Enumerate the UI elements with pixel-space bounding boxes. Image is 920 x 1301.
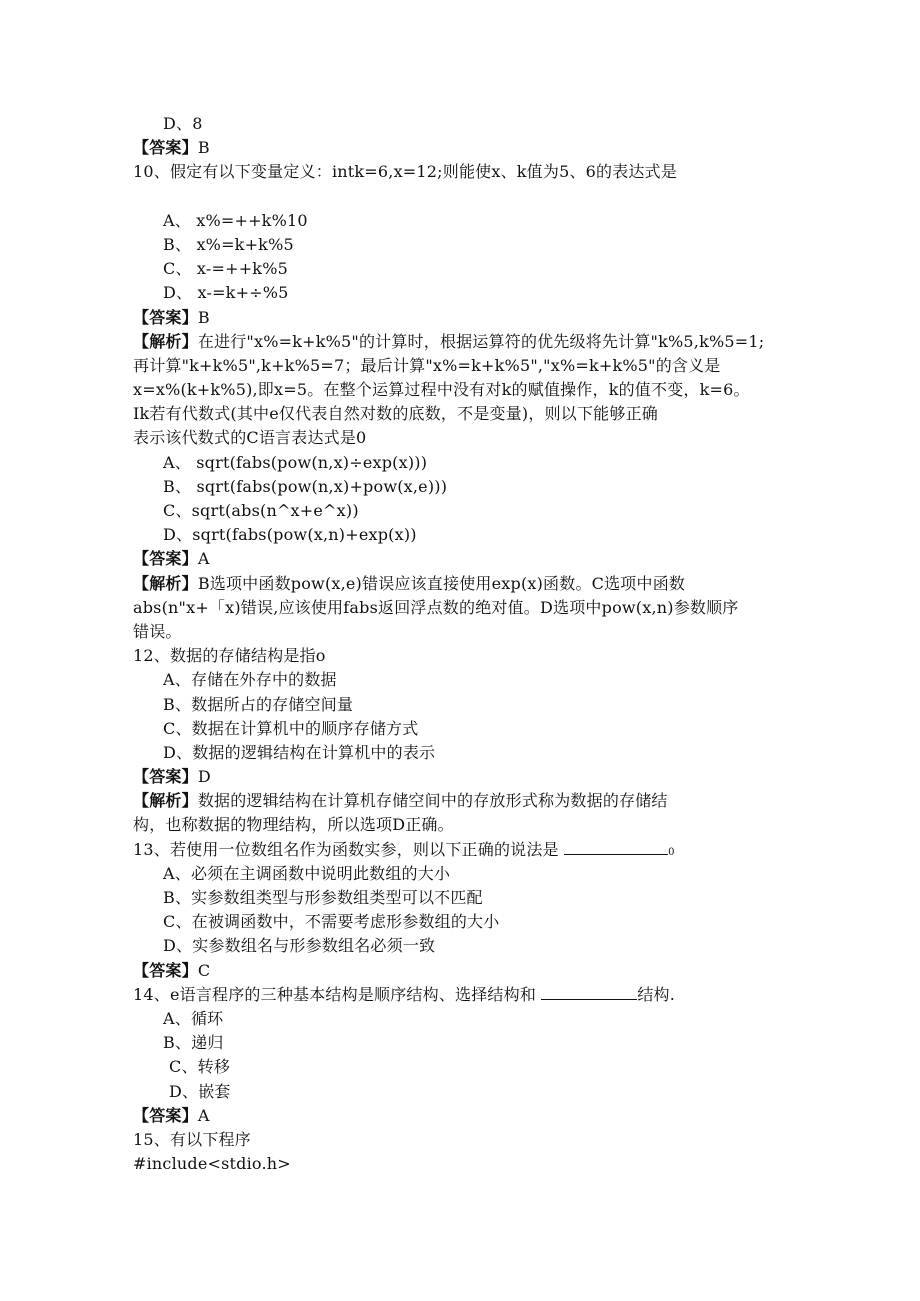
question-10: 10、假定有以下变量定义：intk=6,x=12;则能使x、k值为5、6的表达式是 xyxy=(133,162,678,182)
question-text: 13、若使用一位数组名作为函数实参，则以下正确的说法是 xyxy=(133,839,559,859)
answer-label: 【答案】 xyxy=(133,307,198,327)
answer-line xyxy=(133,136,793,160)
analysis-text: B选项中函数pow(x,e)错误应该直接使用exp(x)函数。C选项中函数 xyxy=(197,573,686,593)
question-12: 12、数据的存储结构是指o xyxy=(133,646,326,666)
answer-line xyxy=(133,1104,793,1128)
option-line: A、 x%=++k%10 xyxy=(163,210,308,230)
answer-line xyxy=(133,547,793,571)
option-line: D、嵌套 xyxy=(169,1081,231,1101)
answer-label: 【答案】 xyxy=(133,1105,198,1125)
option-line: B、 sqrt(fabs(pow(n,x)+pow(x,e))) xyxy=(163,476,448,496)
option-line: D、sqrt(fabs(pow(x,n)+exp(x)) xyxy=(163,525,417,545)
answer-line xyxy=(133,765,793,789)
answer-label: 【答案】 xyxy=(133,138,198,158)
option-line: C、 x-=++k%5 xyxy=(163,259,288,279)
answer-label: 【答案】 xyxy=(133,767,198,787)
answer-value: C xyxy=(197,960,211,980)
analysis-label: 【解析】 xyxy=(133,573,198,593)
answer-value: A xyxy=(197,549,210,569)
option-line: B、数据所占的存储空间量 xyxy=(163,694,354,714)
spacer xyxy=(133,185,793,209)
option-line: C、转移 xyxy=(169,1057,231,1077)
analysis-line: 构，也称数据的物理结构，所以选项D正确。 xyxy=(133,815,454,835)
analysis-text: 在进行"x%=k+k%5"的计算时，根据运算符的优先级将先计算"k%5,k%5=1; xyxy=(197,331,765,351)
option-line: D、 x-=k+÷%5 xyxy=(163,283,289,303)
answer-value: B xyxy=(197,307,210,327)
document-body xyxy=(133,112,793,1176)
analysis-line: abs(n"x+「x)错误,应该使用fabs返回浮点数的绝对值。D选项中pow(x,n)参数顺序 xyxy=(133,597,739,617)
option-line: B、实参数组类型与形参数组类型可以不匹配 xyxy=(163,888,483,907)
option-line: D、8 xyxy=(163,114,203,133)
option-line: A、存储在外存中的数据 xyxy=(163,670,337,690)
option-line: C、在被调函数中，不需要考虑形参数组的大小 xyxy=(163,912,500,932)
question-13 xyxy=(133,838,793,862)
option-line: A、 sqrt(fabs(pow(n,x)÷exp(x))) xyxy=(163,452,428,472)
option-line: D、数据的逻辑结构在计算机中的表示 xyxy=(163,742,436,762)
answer-value: D xyxy=(197,767,211,787)
answer-line xyxy=(133,959,793,983)
analysis-label: 【解析】 xyxy=(133,331,198,351)
question-tail: 结构. xyxy=(637,984,676,1004)
analysis-line: 错误。 xyxy=(133,621,182,641)
option-line: C、sqrt(abs(n^x+e^x)) xyxy=(163,501,359,520)
question-15: 15、有以下程序 xyxy=(133,1129,251,1149)
analysis-line xyxy=(133,789,793,813)
question-11-cont: 表示该代数式的C语言表达式是0 xyxy=(133,428,367,448)
answer-label: 【答案】 xyxy=(133,549,198,569)
answer-blank xyxy=(564,840,668,855)
option-line: A、必须在主调函数中说明此数组的大小 xyxy=(163,863,451,883)
option-line: D、实参数组名与形参数组名必须一致 xyxy=(163,936,436,956)
answer-value: A xyxy=(197,1105,210,1125)
analysis-text: 数据的逻辑结构在计算机存储空间中的存放形式称为数据的存储结 xyxy=(197,791,668,811)
option-line: C、数据在计算机中的顺序存储方式 xyxy=(163,718,419,738)
analysis-line: 再计算"k+k%5",k+k%5=7；最后计算"x%=k+k%5","x%=k+k%5"的含义是 xyxy=(133,355,721,375)
analysis-line xyxy=(133,572,793,596)
analysis-line xyxy=(133,330,793,354)
answer-blank xyxy=(541,985,637,1000)
answer-line xyxy=(133,306,793,330)
question-11: Ik若有代数式(其中e仅代表自然对数的底数，不是变量)，则以下能够正确 xyxy=(133,404,658,424)
question-14 xyxy=(133,983,793,1007)
option-line: A、循环 xyxy=(163,1008,224,1028)
analysis-line: x=x%(k+k%5),即x=5。在整个运算过程中没有对k的赋值操作，k的值不变，k=6。 xyxy=(133,380,750,400)
answer-value: B xyxy=(197,138,210,158)
option-line: B、递归 xyxy=(163,1033,224,1053)
answer-label: 【答案】 xyxy=(133,960,198,980)
question-tail: 0 xyxy=(668,846,675,858)
analysis-label: 【解析】 xyxy=(133,791,198,811)
question-text: 14、e语言程序的三种基本结构是顺序结构、选择结构和 xyxy=(133,984,537,1004)
code-line: #include<stdio.h> xyxy=(133,1154,291,1174)
option-line: B、 x%=k+k%5 xyxy=(163,234,294,254)
